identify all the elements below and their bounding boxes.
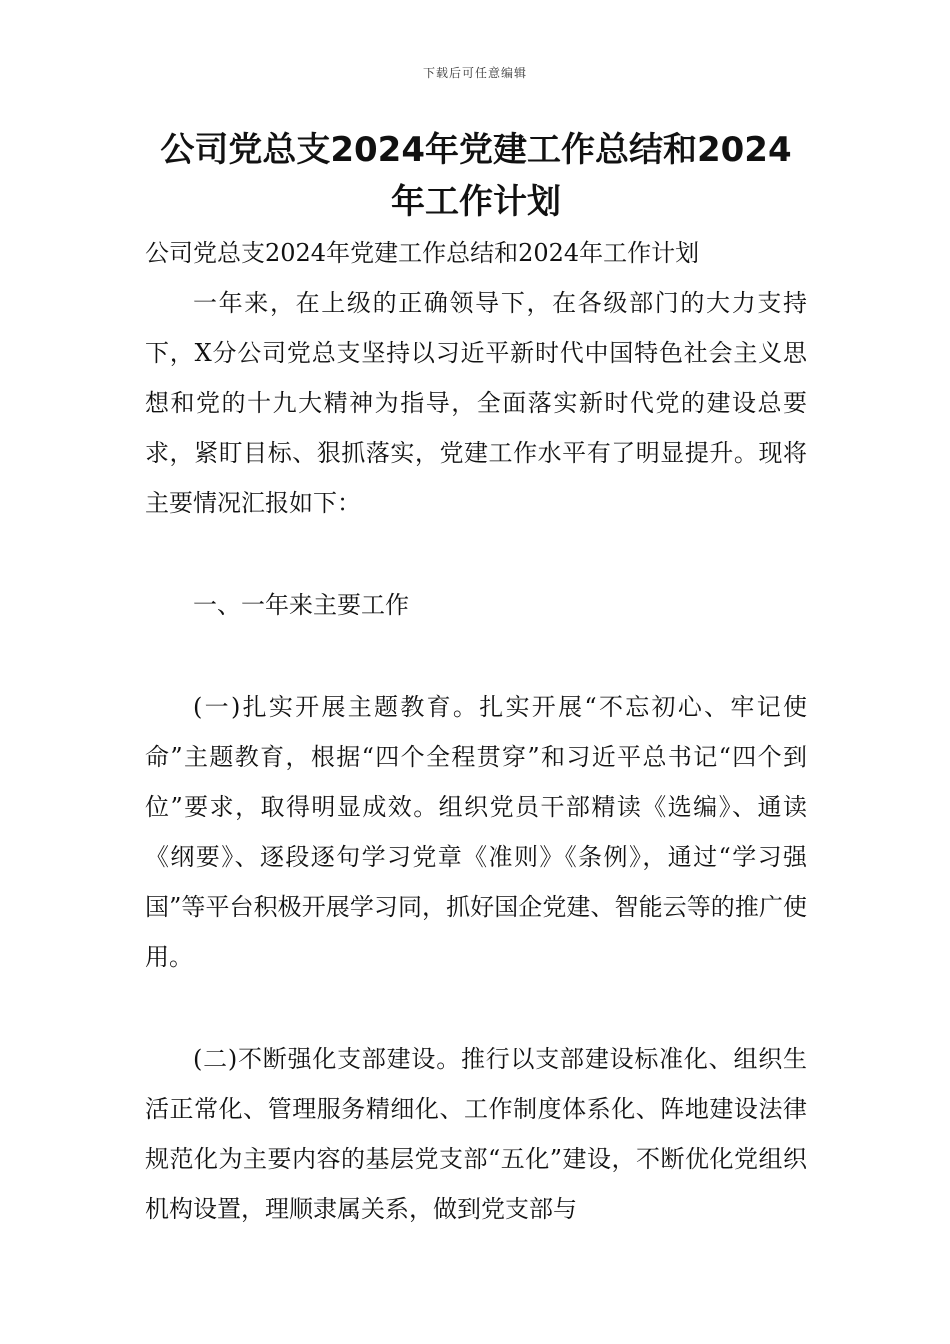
header-note: 下载后可任意编辑 <box>422 66 527 80</box>
document-title: 公司党总支2024年党建工作总结和2024年工作计划 <box>160 130 792 222</box>
document-body <box>145 228 807 1234</box>
item-paragraph-2: (二)不断强化支部建设。推行以支部建设标准化、组织生活正常化、管理服务精细化、工作制度体系化、阵地建设法律规范化为主要内容的基层党支部“五化”建设，不断优化党组织机构设置，理顺隶属关系，做到党支部与 <box>145 1045 807 1223</box>
intro-paragraph: 一年来，在上级的正确领导下，在各级部门的大力支持下，X分公司党总支坚持以习近平新时代中国特色社会主义思想和党的十九大精神为指导，全面落实新时代党的建设总要求，紧盯目标、狠抓落实，党建工作水平有了明显提升。现将主要情况汇报如下： <box>145 289 807 517</box>
section-heading: 一、一年来主要工作 <box>193 591 409 619</box>
item-paragraph-1: (一)扎实开展主题教育。扎实开展“不忘初心、牢记使命”主题教育，根据“四个全程贯穿”和习近平总书记“四个到位”要求，取得明显成效。组织党员干部精读《选编》、通读《纲要》、逐段逐句学习党章《准则》《条例》，通过“学习强国”等平台积极开展学习同，抓好国企党建、智能云等的推广使用。 <box>145 693 807 971</box>
paragraph-spacer <box>145 528 807 580</box>
paragraph-spacer <box>145 982 807 1034</box>
paragraph-spacer <box>145 630 807 682</box>
subtitle-line: 公司党总支2024年党建工作总结和2024年工作计划 <box>145 239 700 267</box>
